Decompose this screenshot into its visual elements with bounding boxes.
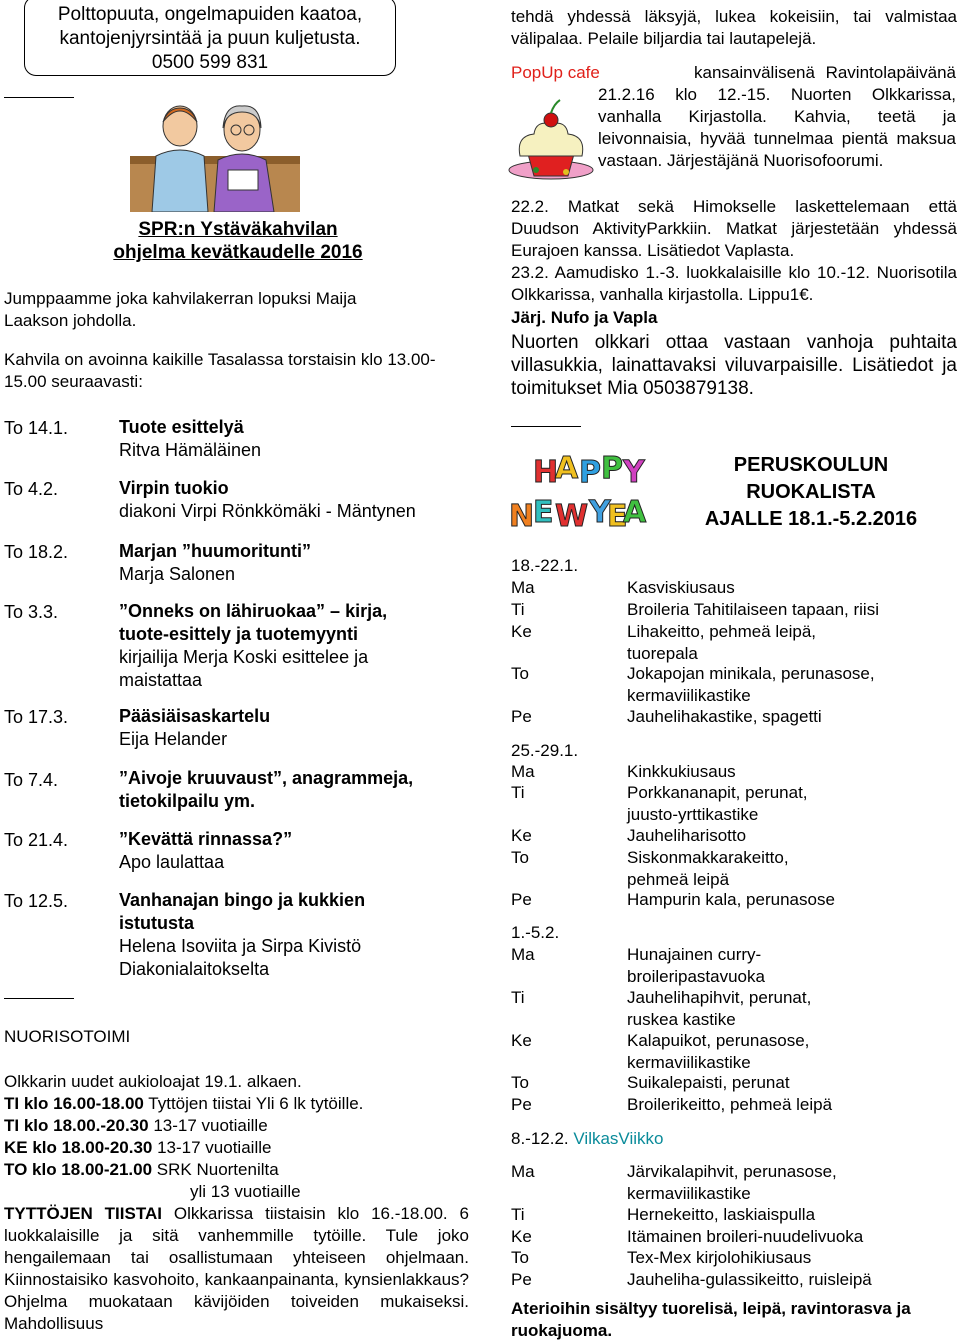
schedule-title: Marjan ”huumoritunti” xyxy=(119,541,311,561)
schedule-date: To 21.4. xyxy=(4,830,69,850)
schedule-detail: Helena Isoviita ja Sirpa Kivistö Diakonialaitokselta xyxy=(119,936,362,979)
spr-open-hours: Kahvila on avoinna kaikille Tasalassa torstaisin klo 13.00-15.00 seuraavasti: xyxy=(4,350,436,391)
menu-day: Pe xyxy=(511,1270,532,1289)
event-matkat: 22.2. Matkat sekä Himokselle laskettelemaan että Duudson AktivityParkkiin. Matkat järjestetään yhdessä Eurajoen kanssa. Lisätiedot Vaplasta. xyxy=(511,197,957,260)
hours-label: TI klo 16.00-18.00 xyxy=(4,1094,144,1113)
svg-text:E: E xyxy=(607,499,628,534)
divider xyxy=(511,426,581,427)
menu-day: Ke xyxy=(511,622,532,641)
schedule-title: Pääsiäisaskartelu xyxy=(119,706,271,726)
menu-footer: Aterioihin sisältyy tuorelisä, leipä, ravintorasva ja ruokajuoma. xyxy=(511,1299,911,1340)
tt-label: TYTTÖJEN TIISTAI xyxy=(4,1204,162,1223)
schedule-entry xyxy=(119,767,419,813)
menu-dish: Tex-Mex kirjolohikiusaus xyxy=(627,1248,812,1267)
menu-title-line-2: RUOKALISTA xyxy=(746,481,876,503)
schedule-detail: Apo laulattaa xyxy=(119,852,225,872)
menu-dish: Suikalepaisti, perunat xyxy=(627,1073,790,1092)
menu-day: Ke xyxy=(511,826,532,845)
schedule-date: To 12.5. xyxy=(4,891,69,911)
schedule-detail: Eija Helander xyxy=(119,729,228,749)
svg-text:N: N xyxy=(509,499,535,534)
event-aamudisko: 23.2. Aamudisko 1.-3. luokkalaisille klo 10.-12. Nuorisotila Olkkarissa, vanhalla kirjastolla. Lippu1€. xyxy=(511,263,957,304)
menu-title xyxy=(666,452,956,533)
menu-day: To xyxy=(511,848,529,867)
menu-dish: Kinkkukiusaus xyxy=(627,762,736,781)
menu-day: Ma xyxy=(511,945,535,964)
menu-dish: Kasviskiusaus xyxy=(627,578,735,597)
schedule-entry xyxy=(119,600,439,692)
schedule-detail: Ritva Hämäläinen xyxy=(119,440,262,460)
right-cont: tehdä yhdessä läksyjä, lukea kokeisiin, tai valmistaa välipalaa. Pelaile biljardia tai lautapelejä. xyxy=(511,7,957,48)
week-label: 18.-22.1. xyxy=(511,556,579,575)
menu-day: Ke xyxy=(511,1031,532,1050)
menu-day: To xyxy=(511,664,529,683)
hours-row xyxy=(4,1137,469,1159)
hours-label: TO klo 18.00-21.00 xyxy=(4,1160,153,1179)
svg-text:Y: Y xyxy=(589,495,611,530)
menu-day: To xyxy=(511,1073,529,1092)
vilkasviikko-label: VilkasViikko xyxy=(573,1129,664,1148)
spr-intro: Jumppaamme joka kahvilakerran lopuksi Maija Laakson johdolla. xyxy=(4,289,357,330)
hours-label: TI klo 18.00.-20.30 xyxy=(4,1116,149,1135)
schedule-date: To 18.2. xyxy=(4,542,69,562)
week-label xyxy=(511,1128,663,1150)
week-label: 1.-5.2. xyxy=(511,923,560,942)
menu-dish: Jauhelihakastike, spagetti xyxy=(627,707,822,726)
svg-text:A: A xyxy=(555,451,579,486)
cupcake-clipart xyxy=(506,96,596,184)
menu-dish: Jauheliha-gulassikeitto, ruisleipä xyxy=(627,1270,872,1289)
ad-line-2: kantojenjyrsintää ja puun kuljetusta. xyxy=(59,28,361,49)
menu-day: Ti xyxy=(511,783,525,802)
tyttojen-tiistai xyxy=(4,1203,469,1335)
menu-title-line-3: AJALLE 18.1.-5.2.2016 xyxy=(704,508,918,530)
menu-dish: Siskonmakkarakeitto, pehmeä leipä xyxy=(627,848,789,889)
hours-tail: yli 13 vuotiaille xyxy=(190,1182,301,1201)
hours-text: SRK Nuortenilta xyxy=(152,1160,279,1179)
svg-text:P: P xyxy=(579,455,601,490)
organizer: Järj. Nufo ja Vapla xyxy=(511,308,658,327)
menu-dish: Lihakeitto, pehmeä leipä, tuorepala xyxy=(627,622,817,663)
svg-text:A: A xyxy=(623,495,647,530)
ad-box xyxy=(24,0,396,76)
menu-dish: Hunajainen curry-broileripastavuoka xyxy=(627,945,765,986)
menu-day: Ti xyxy=(511,600,525,619)
menu-dish: Porkkananapit, perunat, juusto-yrttikastike xyxy=(627,783,808,824)
menu-day: Pe xyxy=(511,707,532,726)
svg-text:P: P xyxy=(601,451,623,486)
menu-dish: Jauheliharisotto xyxy=(627,826,747,845)
menu-day: Ti xyxy=(511,988,525,1007)
menu-day: Ma xyxy=(511,578,535,597)
schedule-date: To 7.4. xyxy=(4,770,59,790)
popup-description: kansainvälisenä Ravintolapäivänä 21.2.16 klo 12.-15. Nuorten Olkkarissa, vanhalla Kirjastolla. Kahvia, teetä ja leivonnaisia, hyvää tunnelmaa pientä maksua vastaan. Järjestäjänä Nuorisofoorumi. xyxy=(598,63,956,170)
menu-dish: Hernekeitto, laskiaispulla xyxy=(627,1205,816,1224)
schedule-date: To 14.1. xyxy=(4,418,69,438)
popup-title: PopUp cafe xyxy=(511,63,600,82)
hours-row xyxy=(4,1159,469,1181)
schedule-entry xyxy=(119,540,459,586)
schedule-entry xyxy=(119,889,419,981)
svg-text:Y: Y xyxy=(623,455,645,490)
menu-day: Ma xyxy=(511,1162,535,1181)
menu-dish: Itämainen broileri-nuudelivuoka xyxy=(627,1227,864,1246)
divider xyxy=(4,97,74,98)
menu-day: To xyxy=(511,1248,529,1267)
schedule-date: To 4.2. xyxy=(4,479,59,499)
schedule-title: Tuote esittelyä xyxy=(119,417,244,437)
menu-dish: Jauhelihapihvit, perunat, ruskea kastike xyxy=(627,988,812,1029)
hours-row xyxy=(4,1093,469,1115)
svg-text:H: H xyxy=(533,455,559,490)
hours-label: KE klo 18.00-20.30 xyxy=(4,1138,153,1157)
schedule-detail: Marja Salonen xyxy=(119,564,236,584)
menu-day: Pe xyxy=(511,890,532,909)
week-label-text: 8.-12.2. xyxy=(511,1129,569,1148)
menu-dish: Broileria Tahitilaiseen tapaan, riisi xyxy=(627,600,879,619)
divider xyxy=(4,998,74,999)
olkkari-notice: Nuorten olkkari ottaa vastaan vanhoja puhtaita villasukkia, lainattavaksi viluvarpaisille. Lisätiedot ja toimitukset Mia 0503879138. xyxy=(511,332,957,399)
menu-day: Ma xyxy=(511,762,535,781)
nuoriso-heading: NUORISOTOIMI xyxy=(4,1027,131,1046)
schedule-entry xyxy=(119,705,459,751)
schedule-date: To 17.3. xyxy=(4,707,69,727)
menu-dish: Kalapuikot, perunasose, kermaviilikastike xyxy=(627,1031,810,1072)
ad-line-1: Polttopuuta, ongelmapuiden kaatoa, xyxy=(57,4,363,25)
menu-dish: Jokapojan minikala, perunasose, kermaviilikastike xyxy=(627,664,875,705)
schedule-entry xyxy=(119,828,459,874)
menu-day: Pe xyxy=(511,1095,532,1114)
tt-text: Olkkarissa tiistaisin klo 16.-18.00. 6 luokkalaisille ja sitä vanhemmille tytöille. Tule joko hengailemaan tai osallistumaan yhteiseen ohjelmaan. Kiinnostaisiko kasvohoito, kankaanpainanta, kynsienlakkaus? Ohjelma muokataan kävijöiden toiveiden mukaiseksi. Mahdollisuus xyxy=(4,1204,470,1333)
menu-dish: Broilerikeitto, pehmeä leipä xyxy=(627,1095,833,1114)
menu-day: Ti xyxy=(511,1205,525,1224)
ad-phone: 0500 599 831 xyxy=(151,52,269,73)
schedule-date: To 3.3. xyxy=(4,602,59,622)
menu-title-line-1: PERUSKOULUN xyxy=(733,454,889,476)
menu-day: Ke xyxy=(511,1227,532,1246)
menu-dish: Järvikalapihvit, perunasose, kermaviilikastike xyxy=(627,1162,837,1203)
hours-intro: Olkkarin uudet aukioloajat 19.1. alkaen. xyxy=(4,1072,302,1091)
popup-label xyxy=(511,62,600,84)
week-label: 25.-29.1. xyxy=(511,741,579,760)
spr-title-line-1: SPR:n Ystäväkahvilan xyxy=(138,219,338,240)
schedule-detail: kirjailija Merja Koski esittelee ja maistattaa xyxy=(119,647,369,690)
svg-text:E: E xyxy=(533,495,554,530)
nuoriso-section xyxy=(4,1071,469,1335)
elderly-people-clipart xyxy=(130,100,300,212)
schedule-title: Virpin tuokio xyxy=(119,478,229,498)
happy-new-year-clipart xyxy=(509,446,649,534)
hours-text: Tyttöjen tiistai Yli 6 lk tytöille. xyxy=(143,1094,364,1113)
hours-text: 13-17 vuotiaille xyxy=(148,1116,268,1135)
spr-title-line-2: ohjelma kevätkaudelle 2016 xyxy=(113,242,363,263)
hours-row xyxy=(4,1115,469,1137)
schedule-entry xyxy=(119,477,459,523)
menu-dish: Hampurin kala, perunasose xyxy=(627,890,835,909)
svg-text:W: W xyxy=(555,499,589,534)
schedule-title: ”Aivoje kruuvaust”, anagrammeja, tietokilpailu ym. xyxy=(119,768,414,811)
spr-title xyxy=(4,218,472,264)
schedule-title: ”Onneks on lähiruokaa” – kirja, tuote-esittely ja tuotemyynti xyxy=(119,601,388,644)
schedule-entry xyxy=(119,416,459,462)
hours-text: 13-17 vuotiaille xyxy=(152,1138,272,1157)
schedule-title: ”Kevättä rinnassa?” xyxy=(119,829,293,849)
schedule-detail: diakoni Virpi Rönkkömäki - Mäntynen xyxy=(119,501,416,521)
schedule-title: Vanhanajan bingo ja kukkien istutusta xyxy=(119,890,366,933)
